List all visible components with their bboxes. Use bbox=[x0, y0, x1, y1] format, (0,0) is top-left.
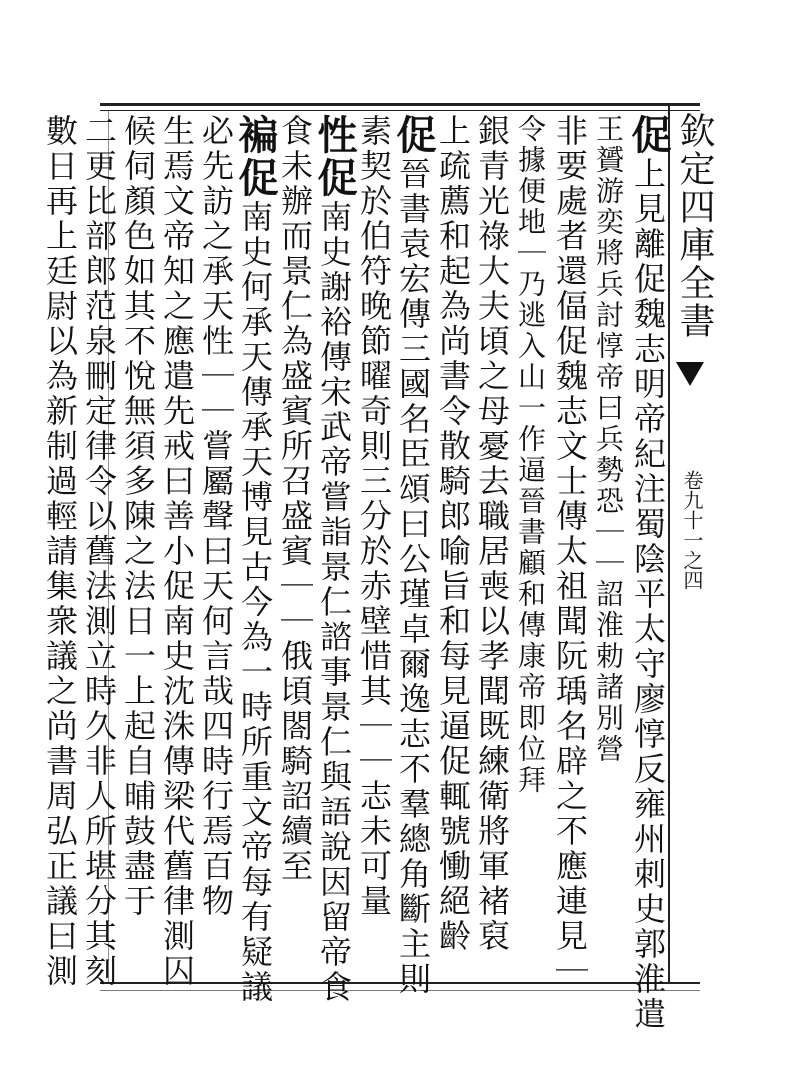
column-text: 晉書袁宏傳三國名臣頌曰公瑾卓爾逸志不羣總角斷主則 bbox=[394, 157, 432, 997]
column-text: 生焉文帝知之應遣先戒曰善小促南史沈洙傳梁代舊律測囚 bbox=[158, 114, 196, 989]
entry-heading: 性促 bbox=[311, 114, 358, 200]
text-body bbox=[41, 114, 672, 1032]
volume-label: 卷九十一之四 bbox=[680, 470, 704, 590]
column-text: 候伺顏色如其不悅無須多陳之法日一上起自晡鼓盡于 bbox=[119, 114, 157, 919]
fish-tail-mark bbox=[676, 362, 704, 386]
text-column bbox=[40, 114, 79, 989]
text-column bbox=[589, 114, 628, 978]
text-column bbox=[275, 114, 314, 978]
column-text: 令據便地｜乃逃入山一作逼晉書顧和傳康帝即位拜 bbox=[514, 114, 547, 796]
column-text: 上見離促魏志明帝紀注蜀陰平太守廖惇反雍州刺史郭淮遣 bbox=[629, 157, 667, 1032]
column-text: 南史謝裕傳宋武帝嘗詣景仁諮事景仁與語說因留帝食 bbox=[315, 200, 353, 1005]
margin-divider bbox=[668, 103, 670, 983]
column-text: 素契於伯符晚節曜奇則三分於赤壁惜其｜｜志未可量 bbox=[355, 114, 393, 919]
text-column bbox=[157, 114, 196, 989]
book-title: 欽定四庫全書 bbox=[674, 112, 715, 340]
column-text: 食未辦而景仁為盛賓所召盛賓｜｜俄頃閤騎詔續至 bbox=[276, 114, 314, 884]
column-text: 必先訪之承天性｜｜嘗屬聲曰天何言哉四時行焉百物 bbox=[197, 114, 235, 919]
text-column bbox=[232, 114, 279, 1005]
text-column bbox=[311, 114, 358, 1005]
text-column bbox=[354, 114, 393, 978]
column-text: 二更比部郎范泉刪定律令以舊法測立時久非人所堪分其刻 bbox=[80, 114, 118, 989]
column-text: 非要處者還偪促魏志文士傳太祖聞阮瑀名辟之不應連見｜ bbox=[551, 114, 589, 989]
text-column bbox=[433, 114, 472, 978]
text-column bbox=[196, 114, 235, 978]
column-text: 上疏薦和起為尚書令散騎郎喻旨和每見逼促輒號慟絕齡 bbox=[434, 114, 472, 954]
top-border bbox=[100, 103, 700, 106]
entry-heading: 促 bbox=[390, 114, 437, 157]
text-column bbox=[511, 114, 550, 978]
column-text: 銀青光祿大夫頃之母憂去職居喪以孝聞既練衛將軍褚裒 bbox=[473, 114, 511, 954]
text-column bbox=[472, 114, 511, 978]
text-column bbox=[390, 114, 437, 997]
text-column bbox=[79, 114, 118, 989]
column-text: 數日再上廷尉以為新制過輕請集衆議之尚書周弘正議曰測 bbox=[41, 114, 79, 989]
text-column bbox=[118, 114, 157, 978]
text-column bbox=[550, 114, 589, 989]
column-text: 王贇游奕將兵討惇帝曰兵勢恐｜｜詔淮勅諸別營 bbox=[592, 114, 625, 765]
entry-heading: 促 bbox=[625, 114, 672, 157]
text-column bbox=[625, 114, 672, 1032]
entry-heading: 褊促 bbox=[232, 114, 279, 200]
top-border-inner bbox=[100, 110, 700, 111]
column-text: 南史何承天傳承天博見古今為一時所重文帝每有疑議 bbox=[236, 200, 274, 1005]
